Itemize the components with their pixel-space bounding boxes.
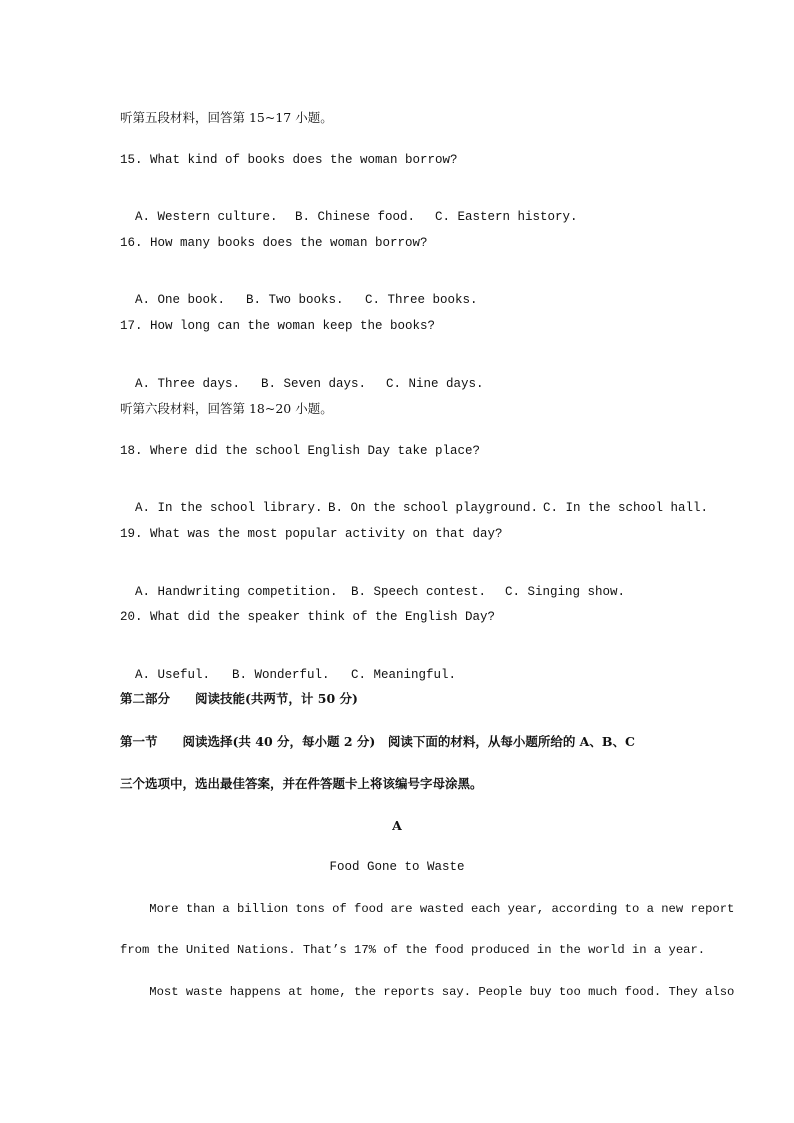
passage-line-1: More than a billion tons of food are wasted each year, according to a new report	[120, 902, 735, 916]
part2-heading: 第二部分 阅读技能(共两节，计 50 分)	[120, 691, 358, 706]
option-17-b: B. Seven days.	[261, 377, 367, 391]
option-17-c: C. Nine days.	[386, 377, 484, 391]
passage-title: Food Gone to Waste	[329, 860, 465, 874]
option-19-b: B. Speech contest.	[351, 585, 487, 599]
question-16: 16. How many books does the woman borrow?	[120, 236, 428, 250]
option-15-b: B. Chinese food.	[295, 210, 416, 224]
options-20	[120, 651, 456, 683]
question-20: 20. What did the speaker think of the English Day?	[120, 610, 496, 624]
option-16-c: C. Three books.	[365, 293, 478, 307]
option-18-b: B. On the school playground.	[328, 501, 539, 515]
options-18	[120, 484, 708, 516]
passage-line-2: from the United Nations. That’s 17% of the food produced in the world in a year.	[120, 943, 706, 957]
part2-subheading-line1: 第一节 阅读选择(共 40 分，每小题 2 分) 阅读下面的材料，从每小题所给的 A、B、C	[120, 734, 635, 749]
question-17: 17. How long can the woman keep the books?	[120, 319, 436, 333]
option-16-b: B. Two books.	[246, 293, 344, 307]
question-19: 19. What was the most popular activity on that day?	[120, 527, 503, 541]
option-17-a: A. Three days.	[135, 377, 241, 391]
option-15-c: C. Eastern history.	[435, 210, 578, 224]
options-15	[120, 193, 578, 225]
passage-letter: A	[392, 818, 402, 833]
option-18-c: C. In the school hall.	[543, 501, 709, 515]
part2-subheading-line2: 三个选项中，选出最佳答案，并在件答题卡上将该编号字母涂黑。	[120, 776, 483, 791]
option-20-b: B. Wonderful.	[232, 668, 330, 682]
question-15: 15. What kind of books does the woman borrow?	[120, 153, 458, 167]
section6-instruction: 听第六段材料，回答第 18~20 小题。	[120, 401, 333, 416]
question-18: 18. Where did the school English Day take place?	[120, 444, 481, 458]
option-15-a: A. Western culture.	[135, 210, 278, 224]
option-18-a: A. In the school library.	[135, 501, 323, 515]
option-19-c: C. Singing show.	[505, 585, 626, 599]
passage-line-3: Most waste happens at home, the reports say. People buy too much food. They also	[120, 985, 735, 999]
options-17	[120, 360, 484, 392]
section5-instruction: 听第五段材料，回答第 15~17 小题。	[120, 110, 333, 125]
options-19	[120, 568, 625, 600]
option-20-a: A. Useful.	[135, 668, 211, 682]
option-20-c: C. Meaningful.	[351, 668, 457, 682]
option-19-a: A. Handwriting competition.	[135, 585, 338, 599]
option-16-a: A. One book.	[135, 293, 226, 307]
options-16	[120, 276, 478, 308]
